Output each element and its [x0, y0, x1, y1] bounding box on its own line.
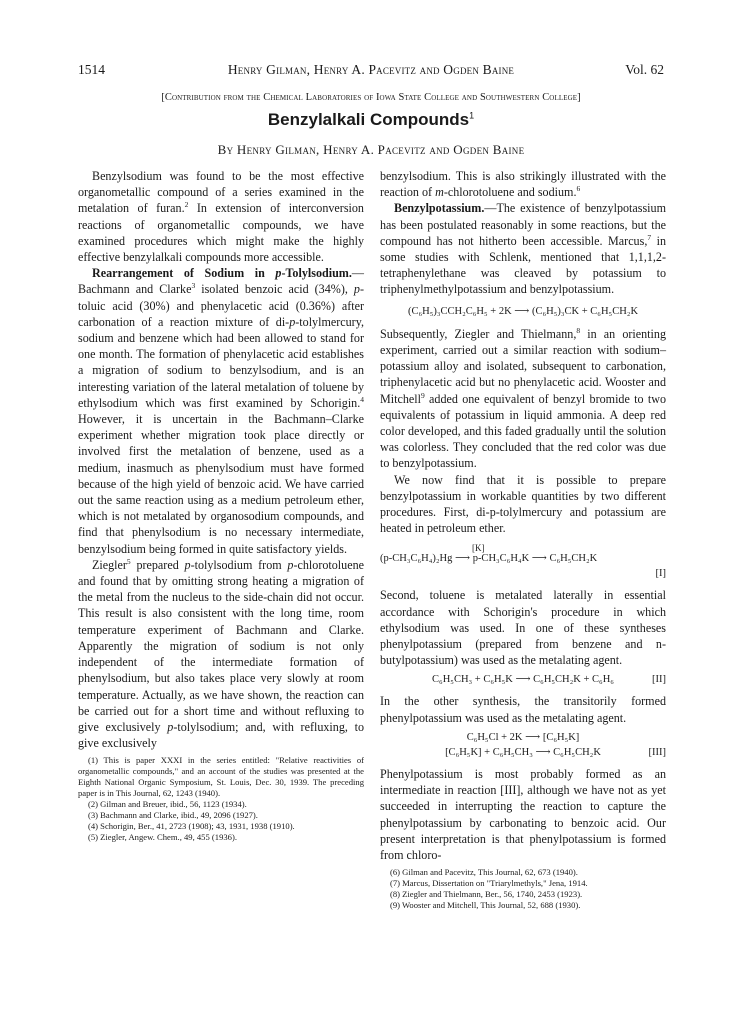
text-run: m [435, 185, 444, 200]
paragraph-subsequently [380, 326, 666, 472]
paragraph-second: Second, toluene is metalated laterally in essential accordance with Schorigin's procedure in which ethylsodium was used. In one of these syntheses phenylpotassium (prepared from benzene and n-butylpotassium) was used as the metalating agent. [380, 588, 666, 668]
text-run: -toluic acid (30%) and phenylacetic acid (0.36%) after carbonation of a reaction mixture of di- [78, 282, 364, 329]
equation-text: C₆H₅Cl + 2K ⟶ [C₆H₅K] [466, 731, 580, 743]
text-run: —The existence of benzylpotassium has been postulated reasonably in some reactions, but the compound has not hitherto been accessible. Marcus, [380, 201, 666, 248]
footnote: (1) This is paper XXXI in the series entitled: "Relative reactivities of organometallic compounds," and an account of the studies was presented at the Eighth National Organic Symposium, St. Louis, Dec. 30, 1939. The preceding paper is in This Journal, 62, 1243 (1940). [78, 755, 364, 799]
equation-text: C₆H₅CH₃ + C₆H₅K ⟶ C₆H₅CH₂K + C₆H₆ [432, 674, 614, 686]
text-run: in an orienting experiment, carried out a similar reaction with sodium–potassium alloy and isolated, subsequent to carbonation, triphenylacetic acid but no phenylacetic acid. Wooster and Mitchell [380, 326, 666, 406]
section-heading: Benzylpotassium. [394, 201, 485, 216]
volume-label: Vol. 62 [625, 62, 664, 77]
paragraph-intro [78, 168, 364, 265]
equation-number: [II] [652, 674, 666, 686]
footnote-ref: 4 [360, 394, 364, 404]
text-run: -tolylsodium; and, with refluxing, to give exclusively [78, 719, 364, 751]
arrow-label: [K] [472, 543, 485, 554]
equation-number: [III] [648, 746, 666, 758]
paragraph-ziegler [78, 557, 364, 751]
footnotes-right [380, 867, 666, 911]
text-run: Ziegler [92, 557, 127, 572]
text-run: p [167, 719, 174, 734]
footnote-ref: 5 [126, 556, 131, 566]
footnote-ref: 6 [576, 184, 581, 194]
heading-text: Rearrangement of Sodium in [92, 266, 276, 281]
paragraph-benzylpotassium [380, 200, 666, 297]
text-run: -chlorotoluene and found that by omitting strong heating a migration of the metal from the nucleus to the side-chain did not occur. This result is also consistent with the long time, room temperature experiment of Bachmann and Clarke. Apparently the migration of sodium is not only independent of the intermediate formation of phenylsodium, but also takes place very slowly at room temperature. Actually, as we have shown, the reaction can be carried out for a short time and without refluxing to give exclusively [78, 557, 364, 734]
footnote: (4) Schorigin, Ber., 41, 2723 (1908); 43, 1931, 1938 (1910). [88, 821, 295, 832]
footnote: (2) Gilman and Breuer, ibid., 56, 1123 (1934). [88, 799, 247, 810]
text-run: p [287, 557, 294, 572]
paragraph-continuation [380, 168, 666, 200]
text-run: benzylsodium. This is also strikingly illustrated with the reaction of [380, 169, 666, 200]
paragraph-phenylpotassium: Phenylpotassium is most probably formed as an intermediate in reaction [III], although we have not as yet succeeded in interrupting the reaction to capture the phenylpotassium by carbonating to benzoic acid. Our present interpretation is that phenylpotassium is formed from chloro- [380, 766, 666, 862]
footnote: (9) Wooster and Mitchell, This Journal, 52, 688 (1930). [390, 900, 581, 911]
equation-text: [C₆H₅K] + C₆H₅CH₃ ⟶ C₆H₅CH₂K [445, 746, 601, 758]
footnote: (5) Ziegler, Angew. Chem., 49, 455 (1936). [88, 832, 237, 843]
footnote-ref: 2 [184, 200, 189, 210]
footnotes-left [78, 755, 364, 843]
text-run: p [353, 282, 360, 297]
footnote: (6) Gilman and Pacevitz, This Journal, 62, 673 (1940). [390, 867, 578, 878]
byline: By Henry Gilman, Henry A. Pacevitz and Ogden Baine [217, 142, 525, 157]
equation-I [380, 540, 666, 581]
footnote-ref: 7 [647, 232, 652, 242]
footnote: (7) Marcus, Dissertation on "Triarylmethyls," Jena, 1914. [390, 878, 588, 889]
text-run: -chlorotoluene and sodium. [443, 185, 577, 200]
text-run: p [184, 557, 191, 572]
text-run: -tolylsodium from [190, 557, 288, 572]
text-run: —Bachmann and Clarke [78, 266, 364, 297]
paragraph-other-synthesis: In the other synthesis, the transitorily formed phenylpotassium was used as the metalating agent. [380, 694, 666, 725]
text-run: added one equivalent of benzyl bromide to two equivalents of potassium in liquid ammonia. A deep red color developed, and this faded gradually until the solution was colorless. They concluded that the red color was due to benzylpotassium. [380, 391, 666, 471]
paragraph-procedures: We now find that it is possible to prepare benzylpotassium in workable quantities by two different procedures. First, di-p-tolylmercury and potassium are heated in petroleum ether. [380, 472, 666, 536]
running-head [78, 62, 664, 80]
text-run: -tolylmercury, sodium and benzene which had been allowed to stand for one month. The formation of phenylacetic acid establishes a migration of sodium to benzylsodium, and is an interesting variation of the lateral metalation of toluene by ethylsodium which was first examined by Schorigin. [78, 314, 364, 410]
text-run: p [289, 314, 296, 329]
equation-cleavage: (C₆H₅)₃CCH₂C₆H₅ + 2K ⟶ (C₆H₅)₃CK + C₆H₅CH₂K [407, 305, 639, 317]
text-run: In extension of interconversion reactions of organometallic compounds, we have examined procedures which might make the highly effective benzylalkali compounds more accessible. [78, 201, 364, 265]
footnote-ref: 8 [576, 325, 581, 335]
left-column [78, 168, 364, 843]
equation-III [380, 730, 666, 760]
text-run: Benzylsodium was found to be the most effective organometallic compound of a series examined in the metalation of furan. [78, 169, 364, 216]
article-title [78, 110, 664, 130]
section-heading [92, 266, 352, 280]
paragraph-rearrangement [78, 265, 364, 557]
footnote-ref: 3 [191, 281, 196, 291]
contribution-line: [Contribution from the Chemical Laboratories of Iowa State College and Southwestern College] [161, 92, 581, 103]
text-run: isolated benzoic acid (34%), [195, 282, 354, 297]
text-run: However, it is uncertain in the Bachmann–Clarke experiment whether migration took place directly or involved first the metalation of benzene, used as a medium, inasmuch as phenylsodium must have formed because of the high yield of benzoic acid. We have carried out the same reaction using as a medium petroleum ether, which is not metalated by organosodium compounds, and find that phenylsodium is no necessary intermediate, benzylsodium being formed in quite satisfactory yields. [78, 412, 364, 556]
running-head-authors: Henry Gilman, Henry A. Pacevitz and Ogden Baine [227, 62, 515, 77]
equation-II [380, 672, 666, 687]
text-run: Subsequently, Ziegler and Thielmann, [380, 326, 577, 341]
heading-text: p [275, 266, 282, 281]
right-column [380, 168, 666, 911]
footnote-ref: 9 [420, 390, 425, 400]
footnote: (3) Bachmann and Clarke, ibid., 49, 2096 (1927). [88, 810, 258, 821]
text-run: in some studies with Schlenk, mentioned that 1,1,1,2-tetraphenylethane was cleaved by potassium to triphenylmethylpotassium and benzylpotassium. [380, 233, 666, 297]
title-text: Benzylalkali Compounds [267, 110, 470, 129]
equation-text: (p-CH₃C₆H₄)₂Hg ⟶ p-CH₃C₆H₄K ⟶ C₆H₅CH₂K [380, 553, 598, 565]
page-number: 1514 [78, 62, 105, 77]
text-run: prepared [130, 557, 185, 572]
equation-number: [I] [655, 568, 666, 580]
heading-text: -Tolylsodium. [281, 266, 352, 281]
footnote: (8) Ziegler and Thielmann, Ber., 56, 1740, 2453 (1923). [390, 889, 583, 900]
title-footnote-mark: 1 [469, 110, 475, 121]
